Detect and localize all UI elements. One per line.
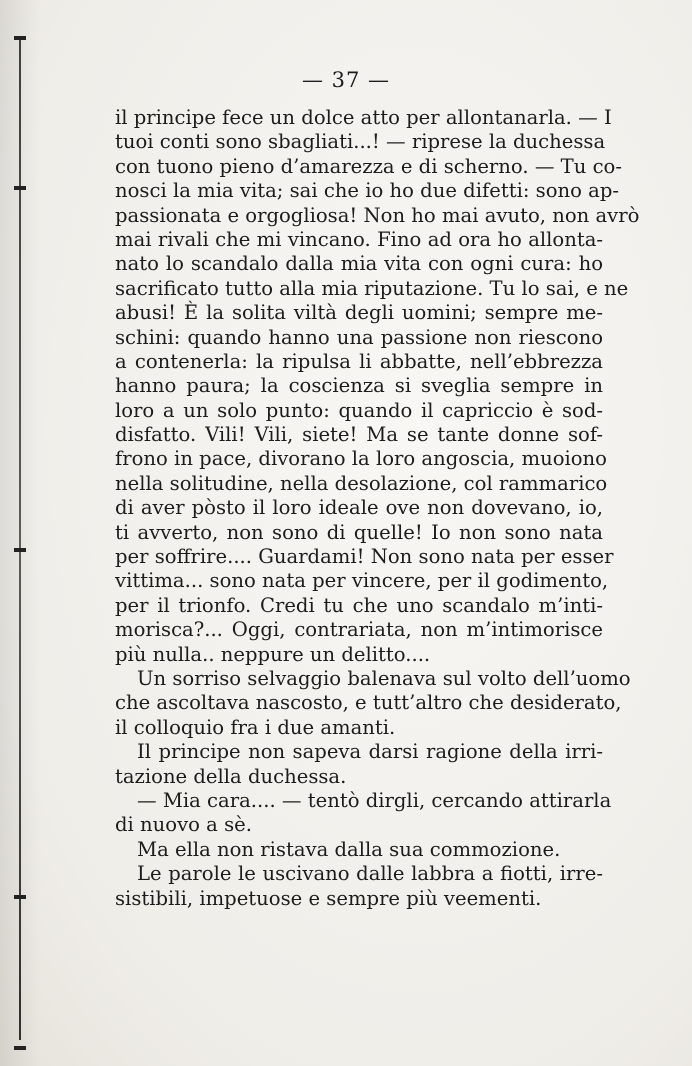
text-line: più nulla.. neppure un delitto.... xyxy=(115,642,431,666)
text-line: morisca?... Oggi, contrariata, non m’intimorisce xyxy=(115,618,603,642)
text-line: passionata e orgogliosa! Non ho mai avuto, non avrò xyxy=(115,203,640,227)
text-line: di nuovo a sè. xyxy=(115,813,252,837)
binding-mark-middle xyxy=(14,548,26,552)
text-line: abusi! È la solita viltà degli uomini; sempre me- xyxy=(115,301,603,325)
binding-mark-top xyxy=(14,36,26,40)
text-line: per il trionfo. Credi tu che uno scandalo m’inti- xyxy=(115,593,603,617)
text-line: loro a un solo punto: quando il capriccio è sod- xyxy=(115,398,603,422)
text-line: Le parole le uscivano dalle labbra a fiotti, irre- xyxy=(137,862,603,886)
text-line: sistibili, impetuose e sempre più veementi. xyxy=(115,886,542,910)
text-line: Un sorriso selvaggio balenava sul volto dell’uomo xyxy=(137,666,631,690)
text-line: hanno paura; la coscienza si sveglia sempre in xyxy=(115,374,603,398)
text-line: tuoi conti sono sbagliati...! — riprese la duchessa xyxy=(115,130,606,154)
text-line: il principe fece un dolce atto per allontanarla. — I xyxy=(115,106,612,129)
binding-mark-upper xyxy=(14,186,26,190)
text-line: — Mia cara.... — tentò dirgli, cercando attirarla xyxy=(137,788,612,812)
text-line: Ma ella non ristava dalla sua commozione. xyxy=(137,837,561,861)
text-line: tazione della duchessa. xyxy=(115,764,347,788)
text-line: Il principe non sapeva darsi ragione della irri- xyxy=(137,740,603,764)
text-line: che ascoltava nascosto, e tutt’altro che desiderato, xyxy=(115,691,622,715)
body-text xyxy=(115,106,640,911)
text-line: sacrificato tutto alla mia riputazione. Tu lo sai, e ne xyxy=(115,276,629,300)
binding-mark-bottom xyxy=(14,1046,26,1050)
text-line: vittima... sono nata per vincere, per il godimento, xyxy=(115,569,609,593)
text-line: di aver pòsto il loro ideale ove non dovevano, io, xyxy=(115,496,603,520)
text-line: ti avverto, non sono di quelle! Io non sono nata xyxy=(115,520,603,544)
text-line: per soffrire.... Guardami! Non sono nata per esser xyxy=(115,545,614,569)
page-number: — 37 — xyxy=(301,68,391,92)
text-line: mai rivali che mi vincano. Fino ad ora ho allonta- xyxy=(115,227,603,251)
text-line: nosci la mia vita; sai che io ho due difetti: sono ap- xyxy=(115,179,620,203)
binding-mark-lower xyxy=(14,895,26,899)
binding-edge xyxy=(19,40,21,1040)
text-line: nato lo scandalo dalla mia vita con ogni cura: ho xyxy=(115,252,603,276)
text-line: schini: quando hanno una passione non riescono xyxy=(115,325,603,349)
text-line: frono in pace, divorano la loro angoscia, muoiono xyxy=(115,447,607,471)
text-line: nella solitudine, nella desolazione, col rammarico xyxy=(115,471,608,495)
text-line: a contenerla: la ripulsa li abbatte, nell’ebbrezza xyxy=(115,349,603,373)
text-line: il colloquio fra i due amanti. xyxy=(115,715,396,739)
text-line: con tuono pieno d’amarezza e di scherno. — Tu co- xyxy=(115,154,622,178)
text-line: disfatto. Vili! Vili, siete! Ma se tante donne sof- xyxy=(115,423,603,447)
